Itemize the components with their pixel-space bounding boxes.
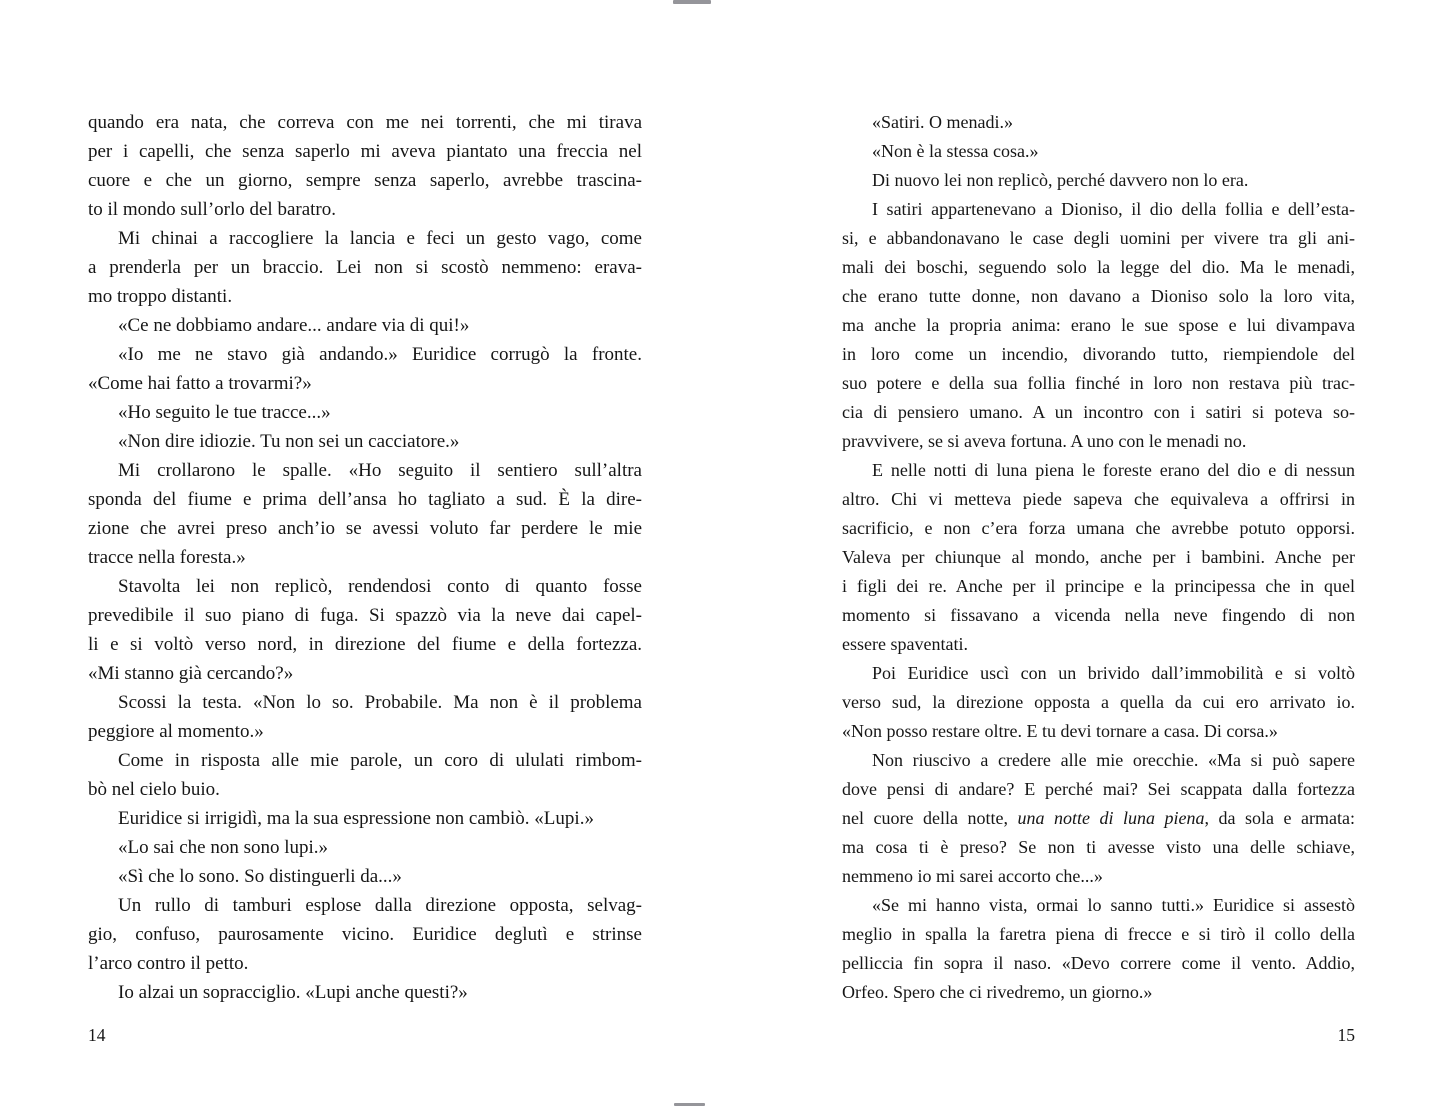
bottom-center-marker <box>674 1103 705 1106</box>
paragraph <box>842 137 1355 166</box>
text-line: zione che avrei preso anch’io se avessi voluto far perdere le mie <box>88 518 642 539</box>
text-line: ma cosa ti è preso? Se non ti avesse visto una delle schiave, <box>842 837 1355 857</box>
text-segment: nel cuore della notte, <box>842 808 1018 828</box>
paragraph <box>88 456 642 572</box>
text-line: li e si voltò verso nord, in direzione del fiume e della fortezza. <box>88 634 642 655</box>
text-line: Di nuovo lei non replicò, perché davvero non lo era. <box>872 170 1249 190</box>
text-line: to il mondo sull’orlo del baratro. <box>88 199 337 220</box>
text-line: mo troppo distanti. <box>88 286 233 307</box>
text-line: a prenderla per un braccio. Lei non si scostò nemmeno: erava- <box>88 257 642 278</box>
paragraph <box>88 862 642 891</box>
text-line: l’arco contro il petto. <box>88 953 249 974</box>
text-line: sponda del fiume e prima dell’ansa ho tagliato a sud. È la dire- <box>88 489 642 510</box>
page-number-left: 14 <box>88 1025 106 1045</box>
text-line: «Mi stanno già cercando?» <box>88 663 294 684</box>
text-line: «Se mi hanno vista, ormai lo sanno tutti.» Euridice si assestò <box>872 895 1355 915</box>
text-line: meglio in spalla la faretra piena di frecce e si tirò il collo della <box>842 924 1355 944</box>
text-line: dove pensi di andare? E perché mai? Sei scappata dalla fortezza <box>842 779 1355 799</box>
text-line: per i capelli, che senza saperlo mi aveva piantato una freccia nel <box>88 141 642 162</box>
text-line: pelliccia fin sopra il naso. «Devo correre come il vento. Addio, <box>842 953 1355 973</box>
text-line: «Io me ne stavo già andando.» Euridice corrugò la fronte. <box>118 344 642 365</box>
text-line: «Come hai fatto a trovarmi?» <box>88 373 312 394</box>
page-text-column <box>88 108 642 1007</box>
text-line: Non riuscivo a credere alle mie orecchie. «Ma si può sapere <box>872 750 1355 770</box>
text-line: nemmeno io mi sarei accorto che...» <box>842 866 1103 886</box>
text-line <box>842 804 1355 833</box>
italic-phrase: una notte di luna piena <box>1017 808 1205 828</box>
text-line: Come in risposta alle mie parole, un coro di ululati rimbom- <box>118 750 642 771</box>
text-line: tracce nella foresta.» <box>88 547 246 568</box>
text-line: sacrificio, e non c’era forza umana che avrebbe potuto opporsi. <box>842 518 1355 538</box>
text-line: Euridice si irrigidì, ma la sua espressione non cambiò. «Lupi.» <box>118 808 594 829</box>
text-line: Un rullo di tamburi esplose dalla direzione opposta, selvag- <box>118 895 642 916</box>
text-line: suo potere e della sua follia finché in loro non restava più trac- <box>842 373 1355 393</box>
text-line: momento si fissavano a vicenda nella neve fingendo di non <box>842 605 1355 625</box>
text-line: «Sì che lo sono. So distinguerli da...» <box>118 866 402 887</box>
paragraph <box>88 398 642 427</box>
paragraph <box>842 659 1355 746</box>
text-line: in loro come un incendio, divorando tutto, riempiendole del <box>842 344 1355 364</box>
text-line: E nelle notti di luna piena le foreste erano del dio e di nessun <box>872 460 1355 480</box>
text-line: «Ce ne dobbiamo andare... andare via di qui!» <box>118 315 470 336</box>
text-line: Scossi la testa. «Non lo so. Probabile. Ma non è il problema <box>118 692 642 713</box>
text-line: quando era nata, che correva con me nei torrenti, che mi tirava <box>88 112 642 133</box>
paragraph <box>88 108 642 224</box>
paragraph <box>842 166 1355 195</box>
text-line: che erano tutte donne, non davano a Dioniso solo la loro vita, <box>842 286 1355 306</box>
text-line: Io alzai un sopracciglio. «Lupi anche questi?» <box>118 982 468 1003</box>
paragraph <box>842 195 1355 456</box>
text-line: «Non posso restare oltre. E tu devi tornare a casa. Di corsa.» <box>842 721 1278 741</box>
text-line: mali dei boschi, seguendo solo la legge del dio. Ma le menadi, <box>842 257 1355 277</box>
text-segment: , da sola e armata: <box>1204 808 1355 828</box>
text-line: i figli dei re. Anche per il principe e la principessa che in quel <box>842 576 1355 596</box>
paragraph <box>88 804 642 833</box>
top-center-marker <box>673 0 711 4</box>
text-line: «Satiri. O menadi.» <box>872 112 1013 132</box>
paragraph <box>88 978 642 1007</box>
text-line: ma anche la propria anima: erano le sue spose e lui divampava <box>842 315 1355 335</box>
paragraph <box>88 311 642 340</box>
text-line: Stavolta lei non replicò, rendendosi conto di quanto fosse <box>118 576 642 597</box>
paragraph <box>88 688 642 746</box>
text-line: essere spaventati. <box>842 634 968 654</box>
text-line: cuore e che un giorno, sempre senza saperlo, avrebbe trascina- <box>88 170 642 191</box>
paragraph <box>88 833 642 862</box>
paragraph <box>88 572 642 688</box>
text-line: bò nel cielo buio. <box>88 779 220 800</box>
text-line: gio, confuso, paurosamente vicino. Euridice deglutì e strinse <box>88 924 642 945</box>
paragraph <box>88 891 642 978</box>
text-line: si, e abbandonavano le case degli uomini per vivere tra gli ani- <box>842 228 1355 248</box>
text-line: Mi chinai a raccogliere la lancia e feci un gesto vago, come <box>118 228 642 249</box>
paragraph <box>842 456 1355 659</box>
paragraph <box>88 224 642 311</box>
paragraph <box>842 746 1355 891</box>
paragraph <box>88 340 642 398</box>
text-line: «Ho seguito le tue tracce...» <box>118 402 331 423</box>
text-line: «Non è la stessa cosa.» <box>872 141 1039 161</box>
text-line: Mi crollarono le spalle. «Ho seguito il sentiero sull’altra <box>118 460 642 481</box>
paragraph <box>88 427 642 456</box>
text-line: cia di pensiero umano. A un incontro con i satiri si poteva so- <box>842 402 1355 422</box>
page-number-right: 15 <box>1337 1025 1355 1045</box>
paragraph <box>842 891 1355 1007</box>
text-line: Poi Euridice uscì con un brivido dall’immobilità e si voltò <box>872 663 1355 683</box>
text-line: «Lo sai che non sono lupi.» <box>118 837 329 858</box>
text-line: «Non dire idiozie. Tu non sei un cacciatore.» <box>118 431 460 452</box>
text-line: altro. Chi vi metteva piede sapeva che equivaleva a offrirsi in <box>842 489 1355 509</box>
text-line: verso sud, la direzione opposta a quella da cui ero arrivato io. <box>842 692 1355 712</box>
text-line: I satiri appartenevano a Dioniso, il dio della follia e dell’esta- <box>872 199 1355 219</box>
paragraph <box>842 108 1355 137</box>
paragraph <box>88 746 642 804</box>
text-line: peggiore al momento.» <box>88 721 264 742</box>
page-text-column <box>842 108 1355 1007</box>
text-line: Valeva per chiunque al mondo, anche per i bambini. Anche per <box>842 547 1355 567</box>
text-line: Orfeo. Spero che ci rivedremo, un giorno.» <box>842 982 1153 1002</box>
text-line: pravvivere, se si aveva fortuna. A uno con le menadi no. <box>842 431 1247 451</box>
text-line: prevedibile il suo piano di fuga. Si spazzò via la neve dai capel- <box>88 605 642 626</box>
